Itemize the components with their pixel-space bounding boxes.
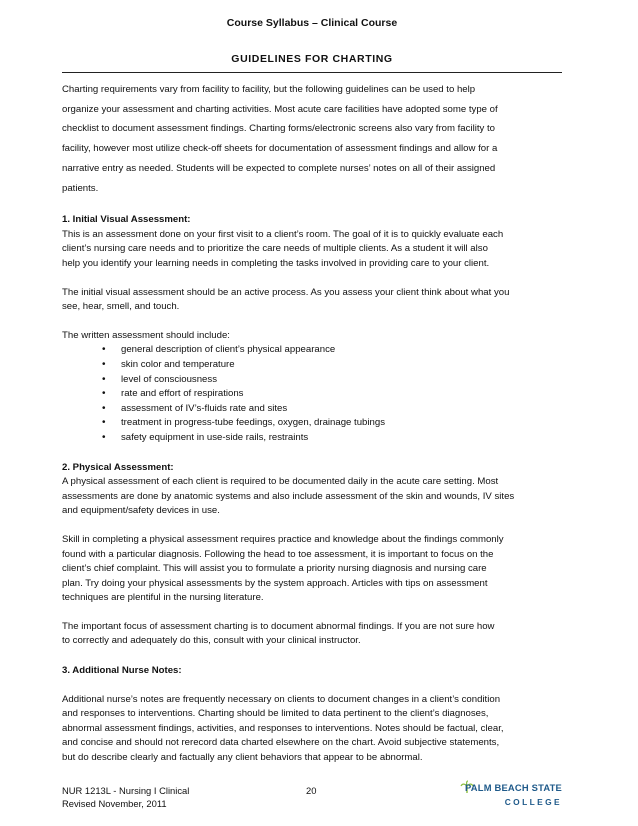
text-line: Skill in completing a physical assessment requires practice and knowledge about the findings commonly: [62, 533, 504, 545]
text-line: Additional nurse’s notes are frequently necessary on clients to document changes in a client’s condition: [62, 693, 501, 705]
text-line: client’s chief complaint. This will assist you to formulate a priority nursing diagnosis and nursing care: [62, 563, 487, 575]
text-line: assessments are done by anatomic systems and also include assessment of the skin and wounds, IV sites: [62, 490, 515, 502]
text-line: and equipment/safety devices in use.: [62, 505, 220, 517]
document-body: [62, 80, 562, 766]
text-line: Charting requirements vary from facility to facility, but the following guidelines can be used to help: [62, 84, 476, 95]
text-line: The initial visual assessment should be an active process. As you assess your client think about what you: [62, 286, 510, 298]
section2-paragraph-3: [62, 620, 562, 649]
title-rule: [62, 72, 562, 73]
section-heading-initial-visual-assessment: 1. Initial Visual Assessment:: [62, 214, 191, 226]
footer-course-code: NUR 1213L - Nursing I Clinical: [62, 785, 190, 796]
section-heading-additional-nurse-notes: 3. Additional Nurse Notes:: [62, 665, 182, 677]
footer-course-info: [62, 785, 189, 811]
page-number: 20: [306, 785, 317, 796]
text-line: A physical assessment of each client is required to be documented daily in the acute care setting. Most: [62, 476, 499, 488]
section-heading-physical-assessment: 2. Physical Assessment:: [62, 461, 174, 473]
section2-paragraph-2: [62, 533, 562, 606]
list-item: • general description of client’s physical appearance: [62, 343, 562, 358]
list-item: • assessment of IV’s-fluids rate and sites: [62, 402, 562, 417]
intro-paragraph: [62, 80, 562, 198]
text-line: client’s nursing care needs and to prioritize the care needs of multiple clients. As a student it will also: [62, 243, 488, 255]
text-line: checklist to document assessment findings. Charting forms/electronic screens also vary from facility to: [62, 123, 495, 135]
text-line: patients.: [62, 182, 99, 194]
text-line: techniques are plentiful in the nursing literature.: [62, 592, 264, 604]
text-line: and responses to interventions. Charting should be limited to data pertinent to the client’s diagnoses,: [62, 708, 489, 720]
list-item: • rate and effort of respirations: [62, 387, 562, 402]
section1-paragraph-2: [62, 286, 562, 315]
text-line: but do describe clearly and factually any client behaviors that appear to be abnormal.: [62, 752, 423, 764]
list-item: • safety equipment in use-side rails, restraints: [62, 431, 562, 446]
list-intro: The written assessment should include:: [62, 329, 230, 341]
text-line: organize your assessment and charting activities. Most acute care facilities have adopted some type of: [62, 103, 498, 115]
list-item: • level of consciousness: [62, 373, 562, 388]
text-line: This is an assessment done on your first visit to a client’s room. The goal of it is to quickly evaluate each: [62, 228, 504, 240]
footer-revised-date: Revised November, 2011: [62, 797, 167, 809]
text-line: facility, however most utilize check-off sheets for documentation of assessment findings and allow for a: [62, 143, 498, 155]
text-line: abnormal assessment findings, activities, and responses to interventions. Notes should be factual, clear,: [62, 722, 504, 734]
text-line: help you identify your learning needs in completing the tasks involved in providing care to your client.: [62, 258, 490, 269]
text-line: to correctly and adequately do this, consult with your clinical instructor.: [62, 635, 361, 647]
list-item: • treatment in progress-tube feedings, oxygen, drainage tubings: [62, 416, 562, 431]
text-line: see, hear, smell, and touch.: [62, 301, 180, 313]
document-title: GUIDELINES FOR CHARTING: [231, 53, 393, 65]
section1-paragraph-1: [62, 228, 562, 272]
section3-paragraph-1: [62, 693, 562, 766]
section2-paragraph-1: [62, 475, 562, 519]
text-line: The important focus of assessment charting is to document abnormal findings. If you are not sure how: [62, 620, 495, 632]
logo-main-text: PALM BEACH STATE: [465, 782, 562, 793]
assessment-bullet-list: [62, 343, 562, 445]
course-title: Course Syllabus – Clinical Course: [226, 17, 398, 29]
text-line: and concise and should not rerecord data charted elsewhere on the chart. Avoid subjective statements,: [62, 737, 500, 749]
list-item: • skin color and temperature: [62, 358, 562, 373]
logo-sub-text: COLLEGE: [504, 797, 562, 807]
college-logo: [465, 782, 562, 812]
text-line: plan. Try doing your physical assessments by the system approach. Articles with tips on assessment: [62, 577, 488, 589]
text-line: found with a particular diagnosis. Following the head to toe assessment, it is important to focus on the: [62, 548, 494, 560]
text-line: narrative entry as needed. Students will be expected to complete nurses’ notes on all of their assigned: [62, 162, 496, 174]
